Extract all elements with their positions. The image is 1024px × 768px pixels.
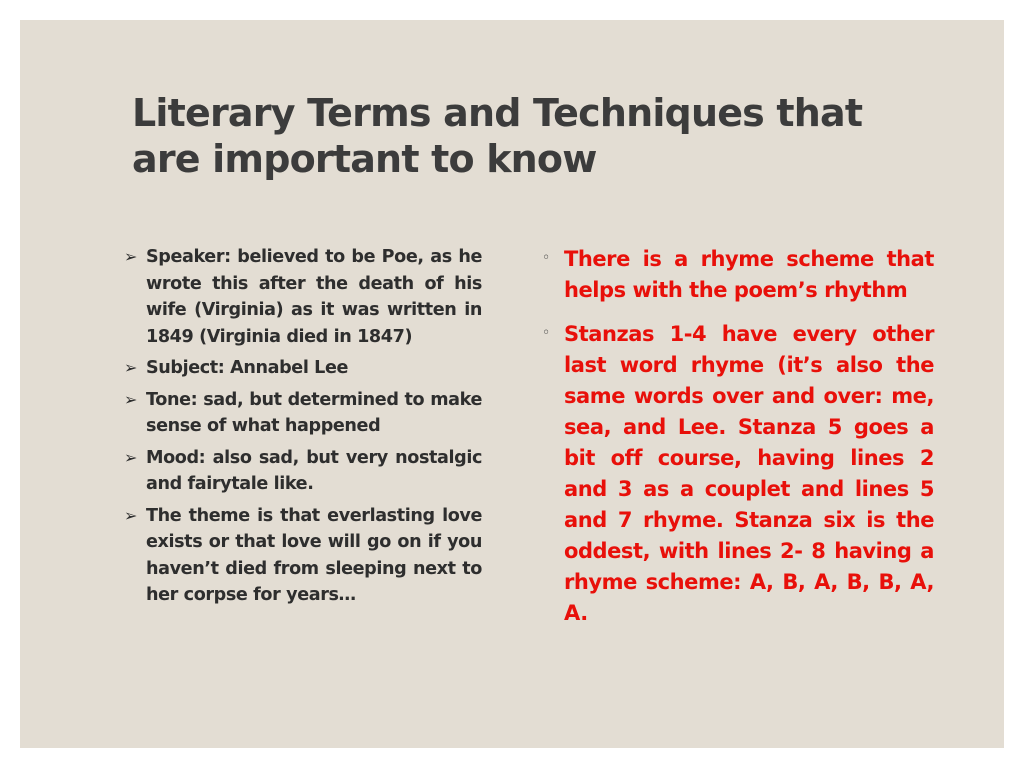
list-item-text: Speaker: believed to be Poe, as he wrote this after the death of his wife (Virginia) as it was written in 1849 (Virginia died in 1847): [146, 247, 482, 347]
list-item-text: Mood: also sad, but very nostalgic and fairytale like.: [146, 447, 482, 494]
list-item: [124, 503, 482, 609]
arrow-bullet-icon: ➢: [124, 389, 138, 409]
list-item: [124, 445, 482, 498]
arrow-bullet-icon: ➢: [124, 447, 138, 467]
list-item-text: Tone: sad, but determined to make sense of what happened: [146, 389, 482, 436]
list-item: [124, 387, 482, 440]
right-bullet-list: [542, 244, 934, 642]
list-item: [542, 244, 934, 306]
arrow-bullet-icon: ➢: [124, 505, 138, 525]
list-item: [124, 355, 482, 382]
list-item-text: There is a rhyme scheme that helps with the poem’s rhythm: [564, 247, 934, 302]
slide-title: Literary Terms and Techniques that are important to know: [132, 91, 863, 181]
list-item-text: The theme is that everlasting love exists or that love will go on if you haven’t died from sleeping next to her corpse for years…: [146, 505, 482, 605]
circle-bullet-icon: ◦: [542, 250, 550, 266]
arrow-bullet-icon: ➢: [124, 247, 138, 266]
list-item: [124, 244, 482, 350]
arrow-bullet-icon: ➢: [124, 358, 138, 377]
list-item-text: Subject: Annabel Lee: [146, 358, 349, 378]
slide: [20, 20, 1004, 748]
list-item: [542, 319, 934, 629]
left-bullet-list: [124, 244, 482, 614]
list-item-text: Stanzas 1-4 have every other last word rhyme (it’s also the same words over and over: me, sea, and Lee. Stanza 5 goes a bit off course, having lines 2 and 3 as a couplet and lines 5 and 7 rhyme. Stanza six is the oddest, with lines 2- 8 having a rhyme scheme: A, B, A, B, B, A, A.: [564, 322, 934, 625]
circle-bullet-icon: ◦: [542, 325, 550, 341]
